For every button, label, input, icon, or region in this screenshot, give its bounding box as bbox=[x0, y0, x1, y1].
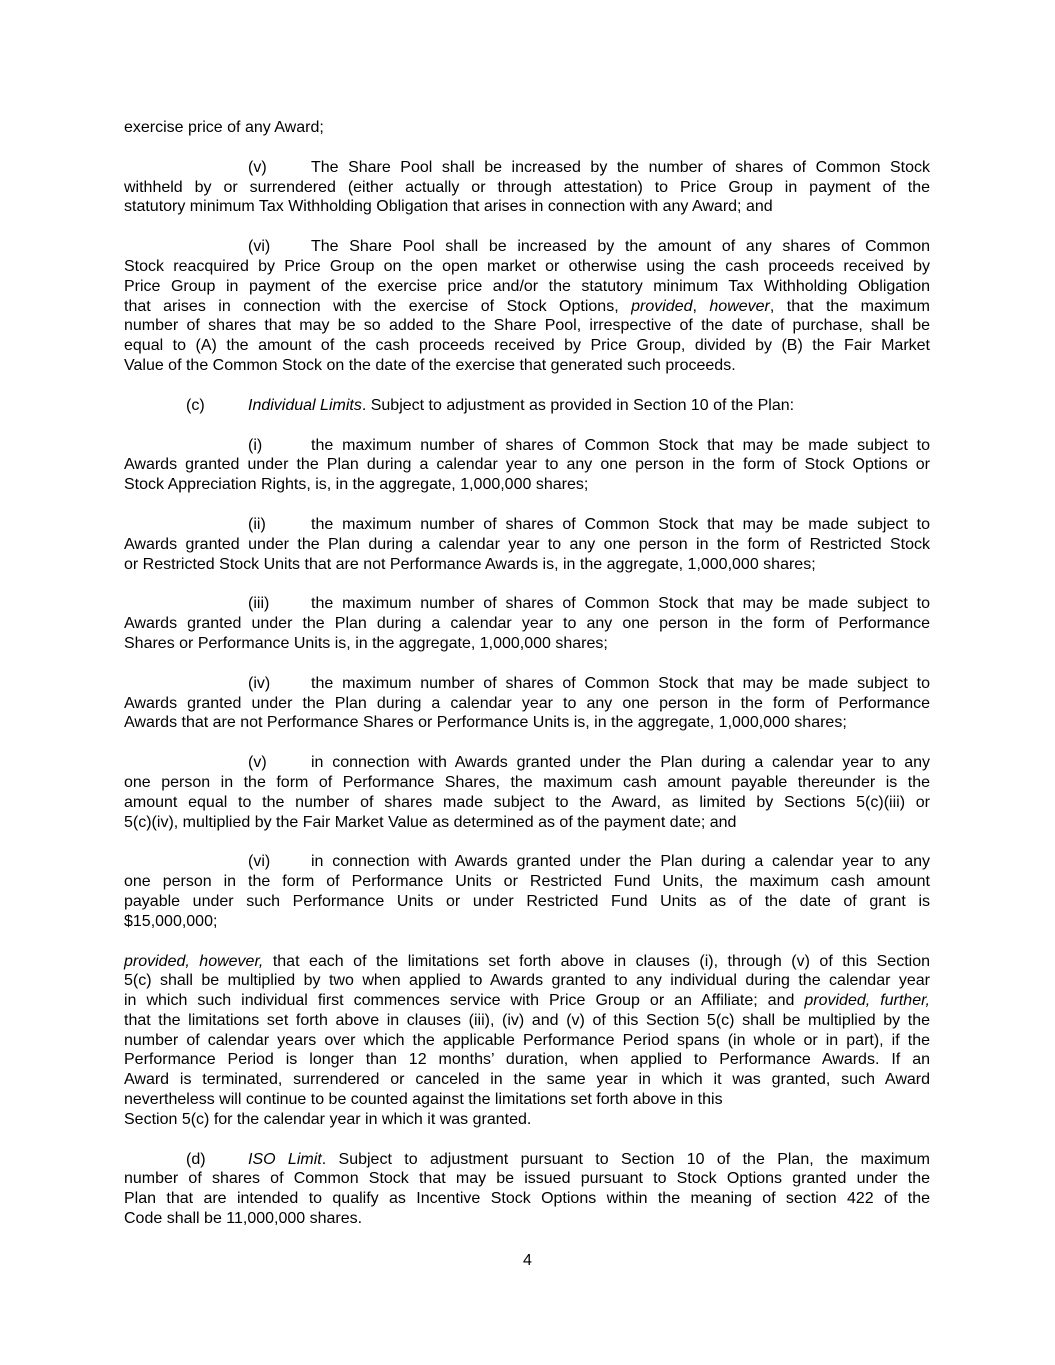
text-line: Code shall be 11,000,000 shares. bbox=[124, 1210, 363, 1228]
text-line: equal to (A) the amount of the cash proceeds received by Price Group, divided by (B) the Fair Market bbox=[124, 337, 930, 355]
text-line: Awards granted under the Plan during a calendar year to any one person in the form of Stock Options or bbox=[124, 456, 930, 474]
text-run: , bbox=[692, 297, 710, 315]
clause-first-line bbox=[124, 674, 930, 694]
clause-b-v bbox=[124, 158, 930, 217]
clause-first-line bbox=[124, 515, 930, 535]
text-line: Award is terminated, surrendered or canceled in the same year in which it was granted, such Award bbox=[124, 1071, 930, 1089]
text-line: Awards granted under the Plan during a calendar year to any one person in the form of Performance bbox=[124, 615, 930, 633]
clause-number: (i) bbox=[248, 436, 263, 454]
clause-number: (v) bbox=[248, 158, 267, 176]
text-line: amount equal to the number of shares made subject to the Award, as limited by Sections 5(c)(iii) or bbox=[124, 793, 930, 811]
clause-first-line bbox=[124, 594, 930, 614]
text-line: Plan that are intended to qualify as Incentive Stock Options within the meaning of section 422 of the bbox=[124, 1190, 930, 1208]
clause-number: (d) bbox=[186, 1150, 206, 1168]
clause-first-line bbox=[124, 753, 930, 773]
text-line: Stock Appreciation Rights, is, in the aggregate, 1,000,000 shares; bbox=[124, 476, 589, 494]
document-page bbox=[124, 118, 930, 1249]
clause-c-vi bbox=[124, 852, 930, 931]
text-line: Performance Period is longer than 12 months’ duration, when applied to Performance Awards. If an bbox=[124, 1051, 930, 1069]
text-line: Price Group in payment of the exercise price and/or the statutory minimum Tax Withholding Obligation bbox=[124, 277, 930, 295]
section-heading: Individual Limits bbox=[248, 396, 362, 414]
text-line: $15,000,000; bbox=[124, 912, 218, 930]
clause-first-line bbox=[124, 396, 930, 416]
text-line: number of calendar years over which the applicable Performance Period spans (in whole or in part), if the bbox=[124, 1031, 930, 1049]
text-line: the maximum number of shares of Common Stock that may be made subject to bbox=[311, 595, 930, 613]
clause-b-vi bbox=[124, 237, 930, 376]
text-run: in which such individual first commences service with Price Group or an Affiliate; and bbox=[124, 992, 805, 1010]
text-run: . Subject to adjustment pursuant to Section 10 of the Plan, the maximum bbox=[321, 1150, 930, 1168]
italic-term: however bbox=[709, 297, 770, 315]
text-line: Awards granted under the Plan during a calendar year to any one person in the form of Restricted Stock bbox=[124, 535, 930, 553]
clause-number: (vi) bbox=[248, 853, 271, 871]
text-line: in connection with Awards granted under the Plan during a calendar year to any bbox=[311, 853, 930, 871]
clause-number: (v) bbox=[248, 754, 267, 772]
text-run: that arises in connection with the exercise of Stock Options, bbox=[124, 297, 632, 315]
text-line: one person in the form of Performance Units or Restricted Fund Units, the maximum cash amount bbox=[124, 873, 930, 891]
text-line bbox=[124, 297, 930, 317]
clause-number: (iv) bbox=[248, 674, 271, 692]
section-heading: ISO Limit bbox=[248, 1150, 322, 1168]
clause-c-i bbox=[124, 436, 930, 495]
text-line: 5(c)(iv), multiplied by the Fair Market Value as determined as of the payment date; and bbox=[124, 813, 737, 831]
text-run: that each of the limitations set forth above in clauses (i), through (v) of this Section bbox=[263, 952, 930, 970]
clause-first-line bbox=[124, 158, 930, 178]
text-line bbox=[124, 991, 930, 1011]
clause-c-iv bbox=[124, 674, 930, 733]
italic-term: provided bbox=[631, 297, 693, 315]
clause-number: (vi) bbox=[248, 238, 271, 256]
text-line: payable under such Performance Units or under Restricted Fund Units as of the date of grant is bbox=[124, 892, 930, 910]
paragraph-continuation bbox=[124, 118, 930, 138]
page-number: 4 bbox=[523, 1252, 532, 1269]
text-line: the maximum number of shares of Common Stock that may be made subject to bbox=[311, 674, 930, 692]
section-d bbox=[124, 1150, 930, 1229]
text-line: 5(c) shall be multiplied by two when applied to Awards granted to any individual during the calendar year bbox=[124, 972, 930, 990]
text-line: nevertheless will continue to be counted against the limitations set forth above in this bbox=[124, 1091, 723, 1109]
text-line: Stock reacquired by Price Group on the open market or otherwise using the cash proceeds received by bbox=[124, 257, 930, 275]
clause-first-line bbox=[124, 1150, 930, 1170]
clause-c-ii bbox=[124, 515, 930, 574]
clause-c-iii bbox=[124, 594, 930, 653]
text-line bbox=[124, 952, 930, 972]
clause-first-line bbox=[124, 436, 930, 456]
section-c-heading bbox=[124, 396, 930, 416]
text-line: The Share Pool shall be increased by the number of shares of Common Stock bbox=[311, 158, 930, 176]
text-line: number of shares of Common Stock that may be issued pursuant to Stock Options granted under the bbox=[124, 1170, 930, 1188]
italic-term: provided, however, bbox=[124, 952, 264, 970]
clause-number: (iii) bbox=[248, 595, 270, 613]
clause-number: (c) bbox=[186, 396, 205, 414]
text-line: withheld by or surrendered (either actually or through attestation) to Price Group in payment of the bbox=[124, 178, 930, 196]
italic-term: provided, further, bbox=[804, 992, 930, 1010]
text-line: the maximum number of shares of Common Stock that may be made subject to bbox=[311, 515, 930, 533]
text-line: one person in the form of Performance Shares, the maximum cash amount payable thereunder is the bbox=[124, 773, 930, 791]
text-run: . Subject to adjustment as provided in Section 10 of the Plan: bbox=[361, 396, 795, 414]
text-line: exercise price of any Award; bbox=[124, 119, 324, 136]
text-line: Value of the Common Stock on the date of the exercise that generated such proceeds. bbox=[124, 356, 736, 374]
text-line: or Restricted Stock Units that are not Performance Awards is, in the aggregate, 1,000,000 shares; bbox=[124, 555, 816, 573]
text-line: that the limitations set forth above in clauses (iii), (iv) and (v) of this Section 5(c) shall be multiplied by the bbox=[124, 1011, 930, 1029]
text-line: Awards granted under the Plan during a calendar year to any one person in the form of Performance bbox=[124, 694, 930, 712]
text-line: Awards that are not Performance Shares or Performance Units is, in the aggregate, 1,000,000 shares; bbox=[124, 714, 847, 732]
text-run: , that the maximum bbox=[769, 297, 931, 315]
text-line: the maximum number of shares of Common Stock that may be made subject to bbox=[311, 436, 930, 454]
clause-first-line bbox=[124, 852, 930, 872]
clause-number: (ii) bbox=[248, 515, 266, 533]
text-line: The Share Pool shall be increased by the amount of any shares of Common bbox=[311, 238, 930, 256]
text-line: Shares or Performance Units is, in the aggregate, 1,000,000 shares; bbox=[124, 634, 608, 652]
clause-first-line bbox=[124, 237, 930, 257]
text-line: in connection with Awards granted under the Plan during a calendar year to any bbox=[311, 754, 930, 772]
text-line: number of shares that may be so added to the Share Pool, irrespective of the date of purchase, shall be bbox=[124, 317, 930, 335]
text-line: Section 5(c) for the calendar year in which it was granted. bbox=[124, 1110, 532, 1128]
clause-c-v bbox=[124, 753, 930, 832]
proviso-paragraph bbox=[124, 952, 930, 1130]
text-line: statutory minimum Tax Withholding Obligation that arises in connection with any Award; and bbox=[124, 198, 773, 216]
